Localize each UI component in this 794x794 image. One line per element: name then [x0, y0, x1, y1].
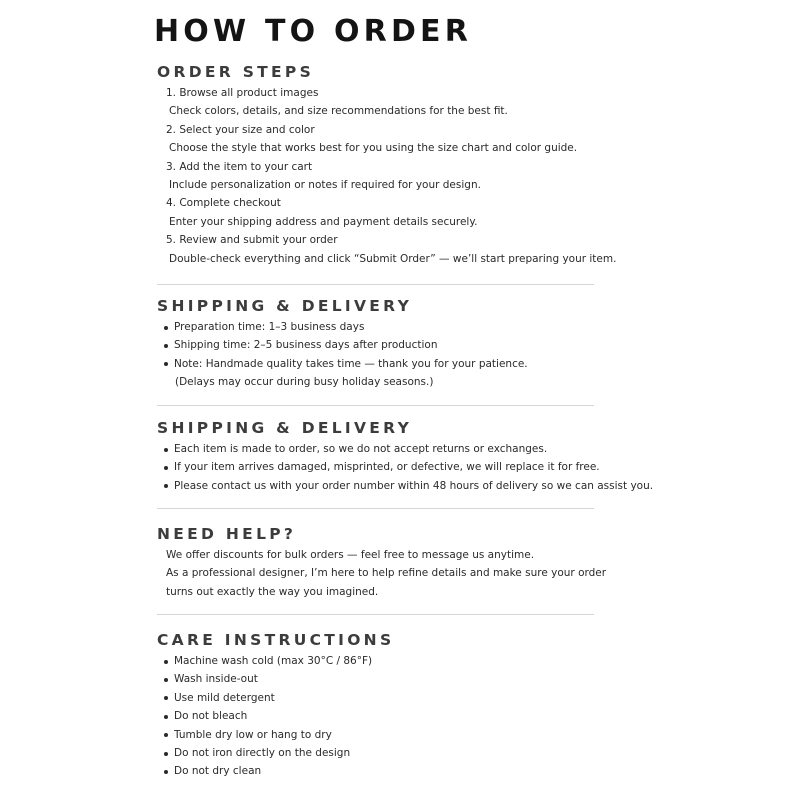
care-item: Do not dry clean: [163, 762, 394, 780]
help-line: We offer discounts for bulk orders — feel free to message us anytime.: [166, 549, 535, 561]
returns-section: [157, 418, 653, 495]
help-line: As a professional designer, I’m here to help refine details and make sure your order: [166, 567, 607, 580]
order-step-detail: Enter your shipping address and payment details securely.: [169, 215, 478, 228]
returns-list: [157, 440, 653, 495]
returns-item: Please contact us with your order number within 48 hours of delivery so we can assist you.: [163, 477, 653, 495]
help-line: turns out exactly the way you imagined.: [166, 585, 379, 598]
shipping-heading: SHIPPING & DELIVERY: [157, 297, 413, 315]
care-item: Tumble dry low or hang to dry: [163, 726, 394, 744]
order-step-title: 4. Complete checkout: [166, 197, 281, 210]
shipping-section: [157, 296, 528, 392]
order-step-detail: Choose the style that works best for you using the size chart and color guide.: [169, 142, 578, 155]
order-step-detail: Check colors, details, and size recommendations for the best fit.: [169, 105, 508, 118]
order-steps-list: [157, 84, 616, 268]
shipping-list: [157, 318, 528, 373]
page-title: HOW TO ORDER: [154, 14, 473, 49]
order-step: [166, 194, 616, 231]
shipping-item: Note: Handmade quality takes time — thank you for your patience.: [163, 355, 528, 373]
help-heading: NEED HELP?: [157, 525, 297, 543]
order-steps-section: [157, 62, 616, 268]
order-step-title: 2. Select your size and color: [166, 123, 315, 136]
care-item: Do not bleach: [163, 707, 394, 725]
order-step-detail: Double-check everything and click “Submit Order” — we’ll start preparing your item.: [169, 252, 617, 265]
order-step-title: 5. Review and submit your order: [166, 234, 338, 247]
order-step-title: 1. Browse all product images: [166, 87, 319, 99]
order-step: [166, 84, 616, 121]
returns-item: If your item arrives damaged, misprinted, or defective, we will replace it for free.: [163, 458, 653, 476]
returns-item: Each item is made to order, so we do not accept returns or exchanges.: [163, 440, 653, 458]
order-step-detail: Include personalization or notes if required for your design.: [169, 179, 481, 192]
care-item: Use mild detergent: [163, 689, 394, 707]
section-divider: [157, 405, 594, 406]
shipping-item: Preparation time: 1–3 business days: [163, 318, 528, 336]
shipping-item: Shipping time: 2–5 business days after production: [163, 336, 528, 354]
help-section: [157, 524, 606, 601]
section-divider: [157, 614, 594, 615]
order-step: [166, 231, 616, 268]
shipping-note: (Delays may occur during busy holiday seasons.): [175, 376, 434, 389]
returns-heading: SHIPPING & DELIVERY: [157, 419, 413, 437]
section-divider: [157, 508, 594, 509]
care-item: Do not iron directly on the design: [163, 744, 394, 762]
section-divider: [157, 284, 594, 285]
order-step-title: 3. Add the item to your cart: [166, 160, 313, 173]
care-item: Machine wash cold (max 30°C / 86°F): [163, 652, 394, 670]
care-list: [157, 652, 394, 781]
care-section: [157, 630, 394, 781]
help-text: [157, 546, 606, 601]
care-heading: CARE INSTRUCTIONS: [157, 631, 395, 649]
order-steps-heading: ORDER STEPS: [157, 63, 315, 81]
order-step: [166, 121, 616, 158]
care-item: Wash inside-out: [163, 670, 394, 688]
order-step: [166, 158, 616, 195]
